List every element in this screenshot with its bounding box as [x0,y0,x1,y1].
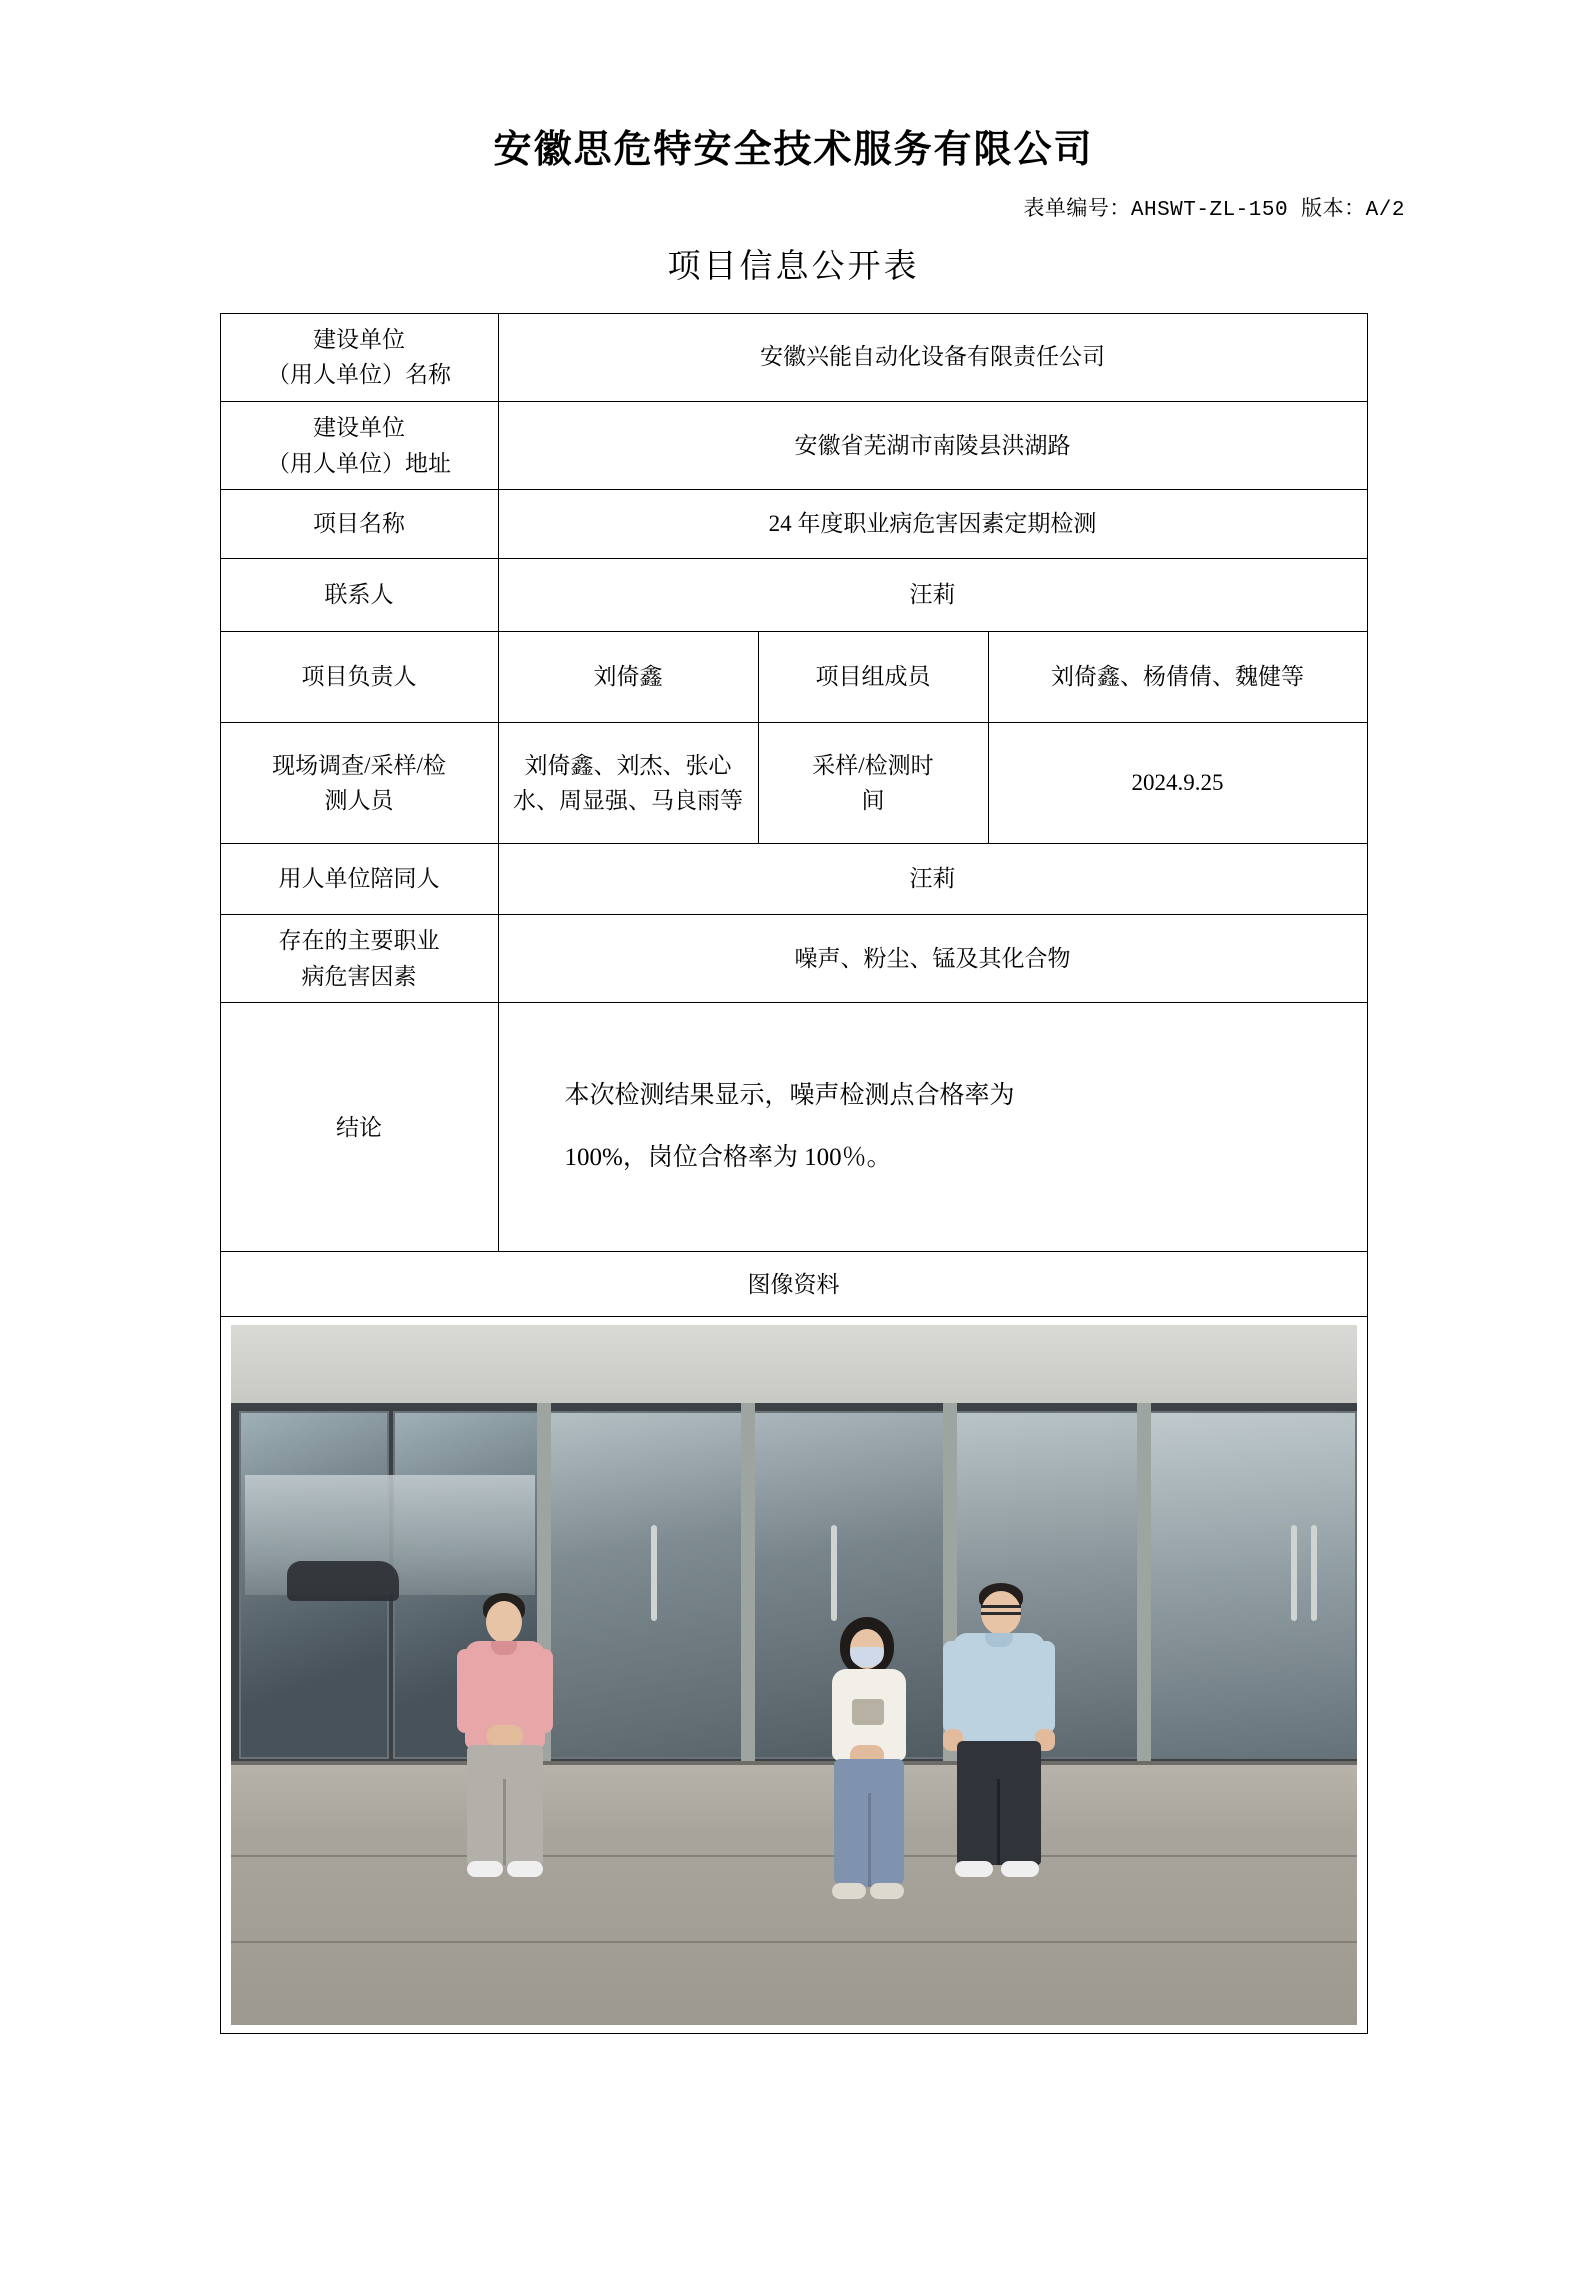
form-title: 项目信息公开表 [667,248,920,285]
build-unit-name-label [220,313,498,401]
table-row [220,1252,1367,1317]
sampling-time-label-line1: 采样/检测时 [812,752,934,778]
hazard-factors-label [220,915,498,1003]
hands [487,1725,523,1747]
photo-row [220,1317,1367,2034]
door-handle [1311,1525,1317,1621]
arm [943,1641,963,1733]
table-row [220,632,1367,723]
project-name-value: 24 年度职业病危害因素定期检测 [498,490,1367,559]
form-number: 表单编号：AHSWT-ZL-150 版本：A/2 [1023,198,1405,222]
arm [457,1649,475,1733]
escort-value: 汪莉 [498,844,1367,915]
leg-gap [868,1793,871,1887]
page-title: 安徽思危特安全技术服务有限公司 [493,129,1094,171]
sampling-time-label-line2: 间 [861,788,885,814]
shoe [870,1883,904,1899]
table-row [220,844,1367,915]
person-left [439,1593,569,1923]
hazard-factors-label-line1: 存在的主要职业 [278,928,440,954]
table-row [220,559,1367,632]
project-members-value: 刘倚鑫、杨倩倩、魏健等 [988,632,1367,723]
project-info-table [220,313,1368,2035]
table-row [220,490,1367,559]
site-photo-cell [220,1317,1367,2034]
ground-seam [231,1941,1357,1943]
conclusion-value [498,1003,1367,1252]
facade-pillar [741,1403,755,1765]
torso [953,1633,1045,1745]
build-unit-name-value: 安徽兴能自动化设备有限责任公司 [498,313,1367,401]
ground-region [231,1765,1357,2025]
reflected-car [287,1561,399,1601]
building-facade-top [231,1325,1357,1406]
person-right [931,1583,1071,1923]
project-leader-label: 项目负责人 [220,632,498,723]
shoe [955,1861,993,1877]
conclusion-line-2: 100%，岗位合格率为 100％。 [564,1144,892,1172]
project-leader-value: 刘倚鑫 [498,632,758,723]
escort-label: 用人单位陪同人 [220,844,498,915]
survey-staff-value: 刘倚鑫、刘杰、张心水、周显强、马良雨等 [498,723,758,844]
glasses [981,1605,1021,1615]
survey-staff-label [220,723,498,844]
collar [985,1633,1013,1647]
document-page [0,128,1587,2274]
survey-staff-label-line1: 现场调查/采样/检 [272,752,446,778]
build-unit-address-label [220,401,498,489]
table-row [220,915,1367,1003]
media-section-label: 图像资料 [220,1252,1367,1317]
shoe [832,1883,866,1899]
table-row [220,1003,1367,1252]
door-handle [651,1525,657,1621]
facade-pillar [1137,1403,1151,1765]
head [486,1601,522,1643]
conclusion-line-1: 本次检测结果显示，噪声检测点合格率为 [564,1081,1015,1109]
build-unit-name-label-line1: 建设单位 [313,326,405,352]
ground-seam [231,1855,1357,1857]
sampling-time-label [758,723,988,844]
survey-staff-label-line2: 测人员 [324,788,394,814]
table-row [220,313,1367,401]
build-unit-address-label-line1: 建设单位 [313,414,405,440]
conclusion-label: 结论 [220,1003,498,1252]
project-name-label: 项目名称 [220,490,498,559]
project-members-label: 项目组成员 [758,632,988,723]
door-handle [831,1525,837,1621]
glass-panel [545,1411,745,1759]
table-row [220,401,1367,489]
hazard-factors-label-line2: 病危害因素 [301,963,417,989]
contact-person-label: 联系人 [220,559,498,632]
glass-panel [1147,1411,1357,1759]
site-photo [231,1325,1357,2025]
arm [535,1649,553,1733]
contact-person-value: 汪莉 [498,559,1367,632]
build-unit-address-label-line2: （用人单位）地址 [267,450,451,476]
table-row [220,723,1367,844]
sampling-time-value: 2024.9.25 [988,723,1367,844]
door-handle [1291,1525,1297,1621]
held-item [852,1699,884,1725]
person-middle [806,1617,926,1927]
hazard-factors-value: 噪声、粉尘、锰及其化合物 [498,915,1367,1003]
build-unit-name-label-line2: （用人单位）名称 [267,362,451,388]
leg-gap [503,1779,506,1865]
shoe [467,1861,503,1877]
arm [1035,1641,1055,1733]
shoe [1001,1861,1039,1877]
build-unit-address-value: 安徽省芜湖市南陵县洪湖路 [498,401,1367,489]
leg-gap [997,1779,1000,1865]
shoe [507,1861,543,1877]
